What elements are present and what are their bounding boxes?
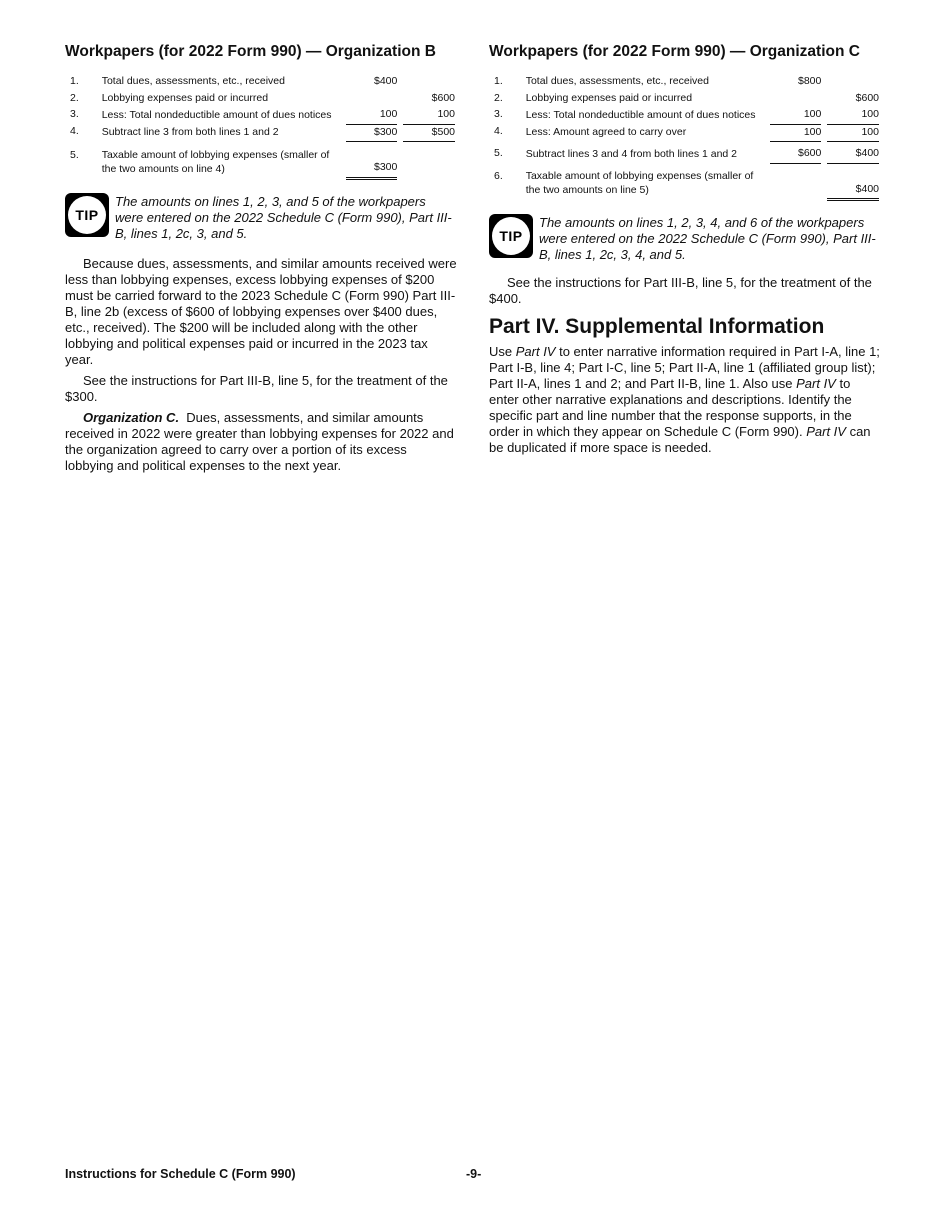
line-value-col1: [770, 163, 822, 200]
line-value-col1: $400: [374, 75, 398, 87]
line-value-col1: $800: [798, 75, 822, 87]
line-description: Lobbying expenses paid or incurred: [525, 91, 693, 104]
org-c-tip-callout: [489, 215, 881, 263]
org-c-intro-paragraph: [65, 410, 457, 474]
line-description: Less: Total nondeductible amount of dues notices: [525, 108, 756, 121]
line-value-col2: $500: [403, 124, 455, 142]
org-c-run-in-heading: Organization C.: [83, 409, 180, 425]
left-column: [65, 42, 457, 479]
tip-icon: [65, 193, 109, 237]
table-row: [65, 142, 455, 179]
line-number: 5.: [70, 148, 79, 161]
part-iv-paragraph: [489, 344, 881, 456]
line-value-col1: 100: [346, 107, 398, 124]
line-description: Subtract line 3 from both lines 1 and 2: [101, 126, 279, 138]
text-run: to enter other narrative explanations and descriptions. Identify the specific part and line number that the response supports, in the order in which they appear on Schedule C (Form 990).: [489, 376, 852, 439]
text-run: to enter narrative information required in Part I-A, line 1; Part I-B, line 4; Part I-C, line 5; Part II-A, line 1 (affiliated group list); Part II-A, lines 1 and 2; and Part II-B, line 1. Also use: [489, 344, 880, 391]
org-b-tip-callout: [65, 194, 457, 242]
line-value-col2: [827, 74, 879, 91]
line-number: 1.: [70, 75, 79, 87]
org-b-workpaper-table: [65, 74, 455, 180]
line-description: Subtract lines 3 and 4 from both lines 1 and 2: [525, 147, 738, 160]
org-c-workpaper-title: Workpapers (for 2022 Form 990) — Organization C: [489, 43, 860, 60]
line-number: 1.: [494, 75, 503, 87]
line-number: 2.: [494, 91, 503, 104]
table-row: [489, 142, 879, 164]
line-number: 3.: [494, 108, 503, 120]
line-value-col1: 100: [770, 107, 822, 124]
line-description: Taxable amount of lobbying expenses (smaller of the two amounts on line 5): [525, 170, 754, 196]
line-description: Less: Amount agreed to carry over: [525, 126, 687, 138]
tip-icon: [489, 214, 533, 258]
text-run-italic: Part IV: [796, 376, 836, 391]
table-row: [489, 107, 879, 124]
page-number: -9-: [466, 1167, 482, 1181]
line-value-col1: $300: [346, 142, 398, 179]
org-b-paragraph-carryforward: Because dues, assessments, and similar amounts received were less than lobbying expenses, excess lobbying expenses of $200 must be carried forward to the 2023 Schedule C (Form 990) Part III-B, line 2b (excess of $600 of lobbying expenses over $400 dues, etc., received). The $200 will be included along with the other lobbying and political expenses paid or incurred in the 2023 tax year.: [65, 255, 457, 367]
line-value-col2: $600: [855, 91, 879, 104]
org-b-workpaper-title: Workpapers (for 2022 Form 990) — Organization B: [65, 43, 436, 60]
line-number: 4.: [70, 125, 79, 137]
line-value-col1: $600: [770, 142, 822, 164]
line-description: Total dues, assessments, etc., received: [101, 75, 285, 87]
text-run-italic: Part IV: [515, 344, 556, 359]
line-description: Lobbying expenses paid or incurred: [101, 91, 269, 104]
org-c-workpaper-table: [489, 74, 879, 201]
table-row: [489, 74, 879, 91]
text-run-italic: Part IV: [806, 424, 846, 439]
table-row: [489, 91, 879, 108]
org-c-paragraph-see-instructions: See the instructions for Part III-B, line 5, for the treatment of the $400.: [489, 275, 872, 306]
line-value-col1: [770, 91, 822, 108]
line-number: 5.: [494, 146, 503, 159]
footer-document-title: Instructions for Schedule C (Form 990): [65, 1167, 296, 1181]
line-value-col2: $600: [431, 91, 455, 104]
line-value-col2: 100: [827, 107, 879, 124]
line-number: 3.: [70, 108, 79, 120]
page-footer: [65, 1167, 885, 1181]
line-value-col2: [403, 142, 455, 179]
text-run: Use: [489, 344, 516, 359]
tip-icon-label: TIP: [492, 217, 530, 255]
line-value-col2: 100: [403, 107, 455, 124]
table-row: [65, 107, 455, 124]
line-number: 6.: [494, 170, 503, 182]
line-value-col2: [403, 74, 455, 91]
right-column: [489, 42, 881, 461]
tip-icon-label: TIP: [68, 196, 106, 234]
table-row: [65, 124, 455, 142]
table-row: [65, 74, 455, 91]
part-iv-heading: Part IV. Supplemental Information: [489, 315, 825, 338]
table-row: [489, 124, 879, 142]
tip-text: The amounts on lines 1, 2, 3, 4, and 6 of the workpapers were entered on the 2022 Schedule C (Form 990), Part III-B, lines 1, 2c, 3, 4, and 5.: [539, 215, 876, 262]
line-value-col1: 100: [770, 124, 822, 142]
line-description: Total dues, assessments, etc., received: [525, 75, 709, 87]
line-value-col1: $300: [346, 124, 398, 142]
text-run: can be duplicated if more space is needed.: [489, 424, 871, 455]
line-number: 4.: [494, 125, 503, 137]
line-value-col2: $400: [827, 142, 879, 164]
org-b-paragraph-see-instructions: See the instructions for Part III-B, line 5, for the treatment of the $300.: [65, 372, 448, 404]
tip-text: The amounts on lines 1, 2, 3, and 5 of the workpapers were entered on the 2022 Schedule C (Form 990), Part III-B, lines 1, 2c, 3, and 5.: [115, 193, 452, 241]
line-description: Less: Total nondeductible amount of dues notices: [101, 108, 332, 121]
table-row: [65, 91, 455, 108]
line-number: 2.: [70, 91, 79, 104]
org-c-intro-text: Dues, assessments, and similar amounts received in 2022 were greater than lobbying expenses for 2022 and the organization agreed to carry over a portion of its excess lobbying and political expenses to the next year.: [65, 409, 454, 473]
line-value-col2: $400: [827, 163, 879, 200]
line-value-col2: 100: [827, 124, 879, 142]
line-value-col1: [346, 91, 398, 108]
table-row: [489, 163, 879, 200]
line-description: Taxable amount of lobbying expenses (smaller of the two amounts on line 4): [101, 148, 330, 175]
